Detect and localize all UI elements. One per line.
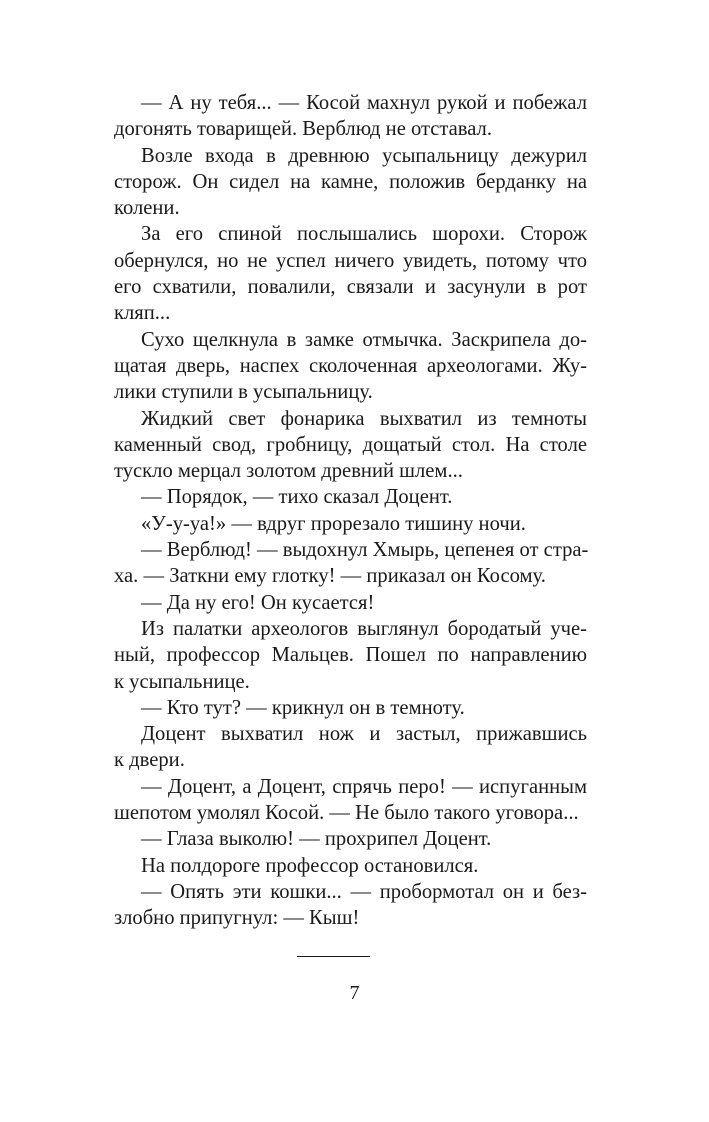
text-line: тускло мерцал золотом древний шлем... <box>114 460 463 483</box>
text-line: к двери. <box>114 749 185 772</box>
text-line: шепотом умолял Косой. — Не было такого уговора... <box>114 802 579 825</box>
paragraph <box>114 406 587 485</box>
text-line: — Опять эти кошки... — пробормотал он и без- <box>141 880 587 903</box>
text-line: колени. <box>114 197 180 220</box>
page-number: 7 <box>349 982 360 1004</box>
paragraph <box>114 879 587 932</box>
paragraph <box>114 511 587 537</box>
text-line: Доцент выхватил нож и застыл, прижавшись <box>141 723 587 746</box>
text-line: обернулся, но не успел ничего увидеть, потому что <box>114 249 587 272</box>
text-line: На полдороге профессор остановился. <box>141 854 479 877</box>
paragraph <box>114 721 587 774</box>
text-line: Сухо щелкнула в замке отмычка. Заскрипела до- <box>141 328 587 351</box>
paragraph <box>114 590 587 616</box>
text-line: ха. — Заткни ему глотку! — приказал он Косому. <box>114 565 546 588</box>
text-line: — Доцент, а Доцент, спрячь перо! — испуганным <box>141 775 587 798</box>
text-line: щатая дверь, наспех сколоченная археологами. Жу- <box>114 354 587 377</box>
paragraph <box>114 774 587 827</box>
text-line: кляп... <box>114 302 171 325</box>
paragraph <box>114 853 587 879</box>
paragraph <box>114 327 587 406</box>
text-line: Возле входа в древнюю усыпальницу дежурил <box>141 144 587 167</box>
text-line: — А ну тебя... — Косой махнул рукой и побежал <box>141 92 587 114</box>
text-line: сторож. Он сидел на камне, положив берданку на <box>114 170 587 193</box>
paragraph <box>114 221 587 326</box>
paragraph <box>114 143 587 222</box>
text-line: Жидкий свет фонарика выхватил из темноты <box>141 407 587 430</box>
text-line: ный, профессор Мальцев. Пошел по направлению <box>114 644 587 667</box>
text-line: к усыпальнице. <box>114 670 250 693</box>
text-line: — Порядок, — тихо сказал Доцент. <box>141 486 453 509</box>
text-line: Из палатки археологов выглянул бородатый уче- <box>141 617 587 640</box>
text-line: — Да ну его! Он кусается! <box>141 591 375 614</box>
text-line: лики ступили в усыпальницу. <box>114 381 373 404</box>
paragraph <box>114 616 587 695</box>
text-line: его схватили, повалили, связали и засунули в рот <box>114 276 587 299</box>
text-line: За его спиной послышались шорохи. Сторож <box>141 223 587 246</box>
paragraph <box>114 537 587 590</box>
text-line: злобно припугнул: — Кыш! <box>114 907 360 930</box>
text-line: догонять товарищей. Верблюд не отставал. <box>114 118 492 141</box>
text-line: каменный свод, гробницу, дощатый стол. На столе <box>114 433 587 456</box>
text-line: — Верблюд! — выдохнул Хмырь, цепенея от стра- <box>141 539 589 562</box>
text-line: «У-у-уа!» — вдруг прорезало тишину ночи. <box>141 512 526 535</box>
paragraph <box>114 90 587 143</box>
body-text <box>114 90 587 932</box>
footer-rule <box>297 956 370 957</box>
paragraph <box>114 826 587 852</box>
paragraph <box>114 695 587 721</box>
paragraph <box>114 484 587 510</box>
text-line: — Глаза выколю! — прохрипел Доцент. <box>141 828 492 851</box>
text-line: — Кто тут? — крикнул он в темноту. <box>141 696 465 719</box>
